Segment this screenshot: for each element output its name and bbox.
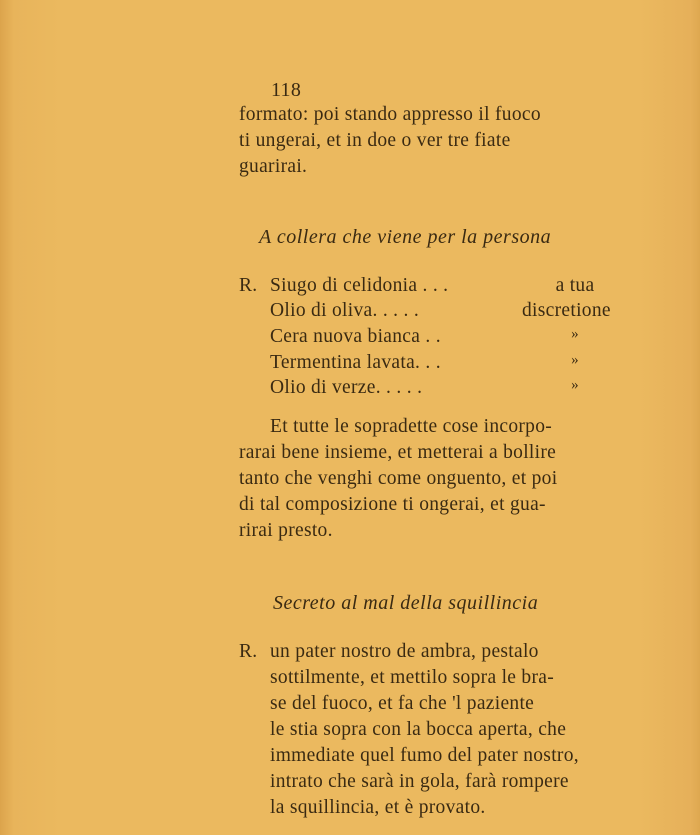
body-line-5: immediate quel fumo del pater nostro, <box>270 745 579 766</box>
ingredient-3-qty: » <box>571 326 579 342</box>
ingredient-2: Olio di oliva. . . . . <box>270 300 420 321</box>
intro-line-2: ti ungerai, et in doe o ver tre fiate <box>239 130 511 151</box>
ingredient-4-qty: » <box>571 352 579 368</box>
recipe-mark-2: R. <box>239 641 258 662</box>
paragraph-line-5: rirai presto. <box>239 520 333 541</box>
paragraph-line-4: di tal composizione ti ongerai, et gua- <box>239 494 546 515</box>
body-line-7: la squillincia, et è provato. <box>270 797 486 818</box>
section-2-title: Secreto al mal della squillincia <box>273 592 539 614</box>
intro-line-3: guarirai. <box>239 156 308 177</box>
body-line-3: se del fuoco, et fa che 'l paziente <box>270 693 535 714</box>
body-line-2: sottilmente, et mettilo sopra le bra- <box>270 667 555 688</box>
ingredient-1: Siugo di celidonia . . . <box>270 275 449 296</box>
ingredient-5-qty: » <box>571 377 579 393</box>
paragraph-line-2: rarai bene insieme, et metterai a bollire <box>239 442 557 463</box>
body-line-4: le stia sopra con la bocca aperta, che <box>270 719 567 740</box>
ingredient-2-qty: discretione <box>522 300 611 321</box>
section-1-title: A collera che viene per la persona <box>259 226 552 248</box>
page-number: 118 <box>271 79 302 101</box>
recipe-mark-1: R. <box>239 275 258 296</box>
ingredient-3: Cera nuova bianca . . <box>270 326 441 347</box>
intro-line-1: formato: poi stando appresso il fuoco <box>239 104 541 125</box>
paragraph-line-3: tanto che venghi come onguento, et poi <box>239 468 558 489</box>
ingredient-4: Termentina lavata. . . <box>270 352 441 373</box>
paragraph-line-1: Et tutte le sopradette cose incorpo- <box>270 416 553 437</box>
body-line-1: un pater nostro de ambra, pestalo <box>270 641 539 662</box>
ingredient-5: Olio di verze. . . . . <box>270 377 423 398</box>
body-line-6: intrato che sarà in gola, farà rompere <box>270 771 569 792</box>
ingredient-1-qty: a tua <box>555 275 595 296</box>
